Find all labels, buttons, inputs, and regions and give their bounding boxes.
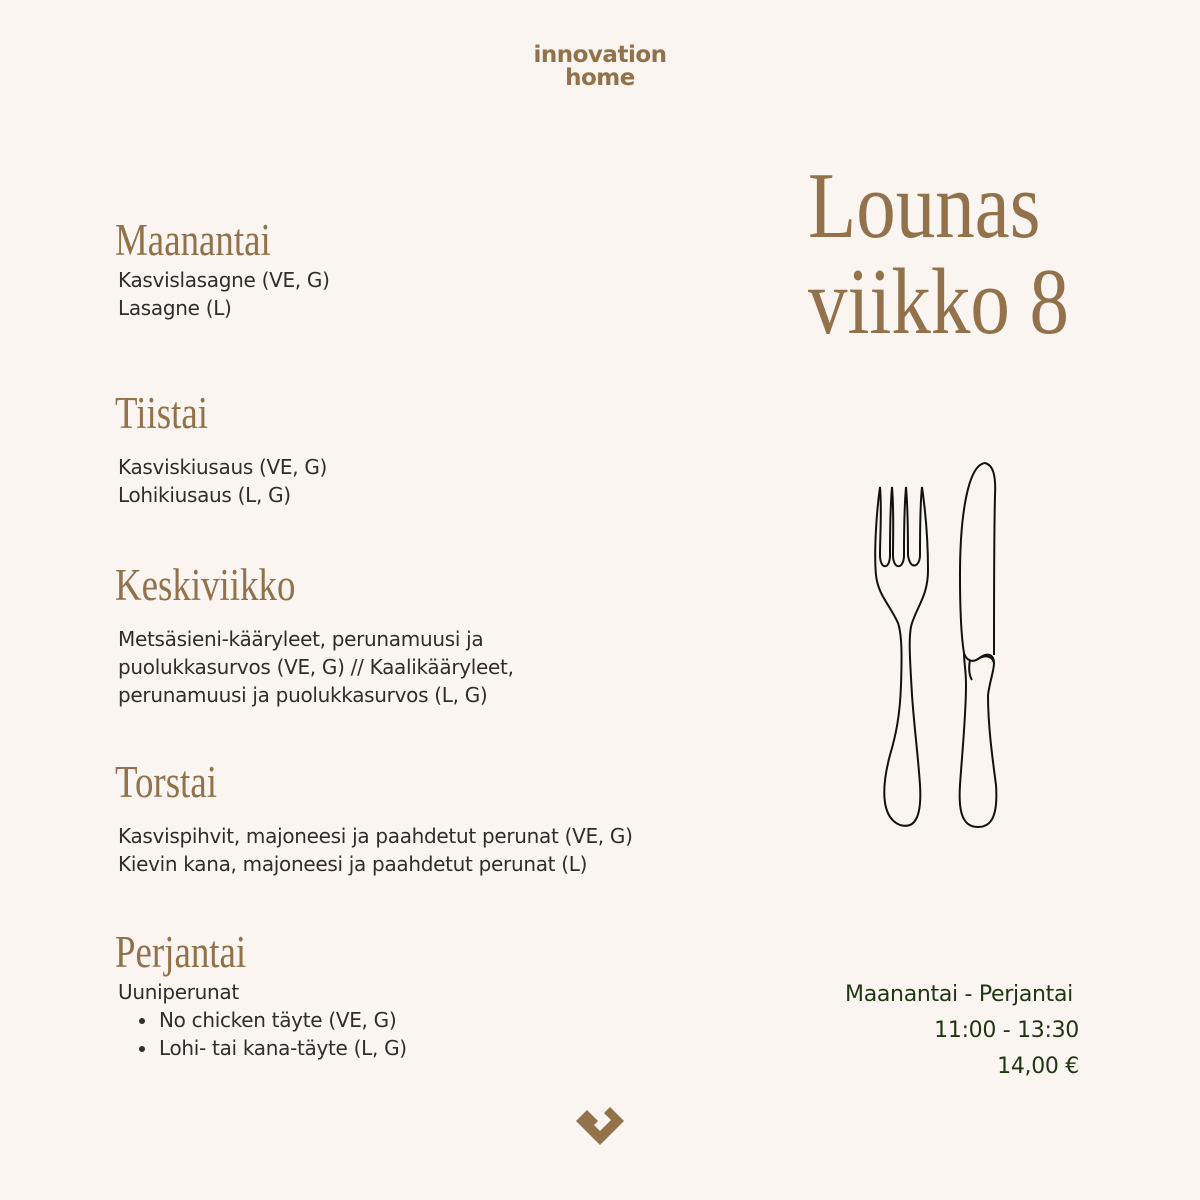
title-line-1: Lounas <box>808 154 1041 258</box>
dish-list <box>118 625 514 709</box>
page-title <box>808 154 1070 354</box>
opening-hours: 11:00 - 13:30 <box>934 1018 1079 1043</box>
logo-line-1: innovation <box>533 42 667 68</box>
brand-logo <box>500 44 700 90</box>
dish-item: Kievin kana, majoneesi ja paahdetut perunat (L) <box>118 852 588 876</box>
dish-list <box>118 453 327 509</box>
dish-item: perunamuusi ja puolukkasurvos (L, G) <box>118 683 488 707</box>
dish-item: Uuniperunat <box>118 980 239 1004</box>
dish-item: Kasvispihvit, majoneesi ja paahdetut perunat (VE, G) <box>118 824 633 848</box>
dish-item: Metsäsieni-kääryleet, perunamuusi ja <box>118 627 484 651</box>
day-monday <box>115 216 330 322</box>
dish-option: No chicken täyte (VE, G) <box>118 1006 407 1034</box>
day-title: Keskiviikko <box>115 560 296 610</box>
innovation-home-mark-icon <box>574 1103 626 1149</box>
opening-days: Maanantai - Perjantai <box>845 982 1073 1007</box>
day-title: Maanantai <box>115 215 271 265</box>
fork-and-knife-icon <box>860 455 1010 839</box>
day-title: Torstai <box>115 757 217 807</box>
price: 14,00 € <box>997 1054 1079 1079</box>
opening-info <box>845 977 1079 1085</box>
dish-item: Kasvislasagne (VE, G) <box>118 268 330 292</box>
dish-item: Lohikiusaus (L, G) <box>118 483 291 507</box>
dish-list <box>118 822 633 878</box>
day-title: Perjantai <box>115 927 247 977</box>
dish-list <box>118 266 330 322</box>
dish-item: puolukkasurvos (VE, G) // Kaalikääryleet, <box>118 655 514 679</box>
dish-item: Lasagne (L) <box>118 296 232 320</box>
day-title: Tiistai <box>115 388 208 438</box>
dish-list <box>118 978 407 1062</box>
day-thursday <box>115 758 633 878</box>
day-tuesday <box>115 389 327 509</box>
logo-line-2: home <box>565 65 635 91</box>
dish-option: Lohi- tai kana-täyte (L, G) <box>118 1034 407 1062</box>
title-line-2: viikko 8 <box>808 250 1070 354</box>
dish-item: Kasviskiusaus (VE, G) <box>118 455 328 479</box>
day-wednesday <box>115 561 514 709</box>
day-friday <box>115 928 407 1062</box>
